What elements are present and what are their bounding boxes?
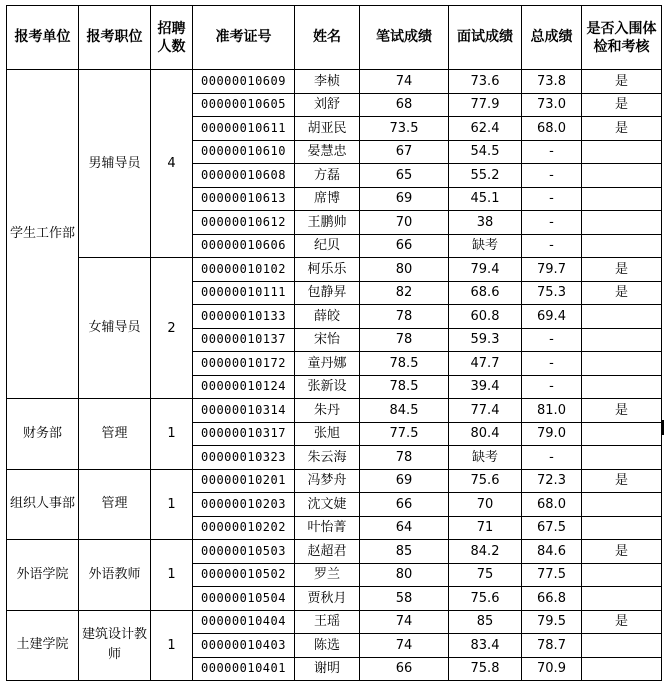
header-name: 姓名 — [295, 6, 360, 70]
cell-unit: 学生工作部 — [7, 70, 79, 399]
cell-position: 外语教师 — [79, 540, 151, 611]
cell-exam-id: 00000010611 — [193, 117, 295, 141]
cell-interview: 80.4 — [449, 422, 522, 446]
cell-recruit: 4 — [151, 70, 193, 258]
header-recruit: 招聘人数 — [151, 6, 193, 70]
cell-interview: 45.1 — [449, 187, 522, 211]
cell-name: 谢明 — [295, 657, 360, 681]
cell-exam-id: 00000010314 — [193, 399, 295, 423]
cell-exam-id: 00000010404 — [193, 610, 295, 634]
cell-total: 75.3 — [522, 281, 582, 305]
cell-interview: 59.3 — [449, 328, 522, 352]
cell-position: 管理 — [79, 469, 151, 540]
cell-exam-id: 00000010401 — [193, 657, 295, 681]
cell-qualified — [582, 634, 662, 658]
cell-qualified — [582, 563, 662, 587]
cell-total: 68.0 — [522, 493, 582, 517]
table-row — [7, 258, 662, 282]
cell-written: 74 — [360, 70, 449, 94]
cell-written: 78.5 — [360, 352, 449, 376]
table-row — [7, 399, 662, 423]
cell-name: 宋怡 — [295, 328, 360, 352]
header-qualified: 是否入围体检和考核 — [582, 6, 662, 70]
cell-exam-id: 00000010137 — [193, 328, 295, 352]
cell-written: 74 — [360, 610, 449, 634]
table-row — [7, 70, 662, 94]
cell-total: 68.0 — [522, 117, 582, 141]
cell-interview: 60.8 — [449, 305, 522, 329]
cell-qualified: 是 — [582, 281, 662, 305]
cell-name: 冯梦舟 — [295, 469, 360, 493]
cell-interview: 38 — [449, 211, 522, 235]
cell-total: 77.5 — [522, 563, 582, 587]
cell-name: 童丹娜 — [295, 352, 360, 376]
cell-unit: 财务部 — [7, 399, 79, 470]
cell-written: 68 — [360, 93, 449, 117]
table-row — [7, 610, 662, 634]
cell-interview: 47.7 — [449, 352, 522, 376]
cell-interview: 83.4 — [449, 634, 522, 658]
cell-position: 男辅导员 — [79, 70, 151, 258]
cell-written: 78 — [360, 446, 449, 470]
cell-total: - — [522, 375, 582, 399]
cell-name: 薛皎 — [295, 305, 360, 329]
cell-exam-id: 00000010608 — [193, 164, 295, 188]
cell-name: 包静昇 — [295, 281, 360, 305]
cell-unit: 土建学院 — [7, 610, 79, 681]
cell-name: 胡亚民 — [295, 117, 360, 141]
cell-recruit: 1 — [151, 540, 193, 611]
table-row — [7, 540, 662, 564]
header-total: 总成绩 — [522, 6, 582, 70]
cell-interview: 70 — [449, 493, 522, 517]
cell-total: 79.5 — [522, 610, 582, 634]
cell-written: 84.5 — [360, 399, 449, 423]
cell-total: 70.9 — [522, 657, 582, 681]
cell-interview: 68.6 — [449, 281, 522, 305]
cell-qualified — [582, 305, 662, 329]
cell-written: 67 — [360, 140, 449, 164]
table-row — [7, 469, 662, 493]
cell-qualified: 是 — [582, 399, 662, 423]
header-exam-id: 准考证号 — [193, 6, 295, 70]
cell-exam-id: 00000010403 — [193, 634, 295, 658]
cell-written: 64 — [360, 516, 449, 540]
cell-position: 女辅导员 — [79, 258, 151, 399]
results-table — [6, 5, 662, 681]
cell-recruit: 1 — [151, 469, 193, 540]
cell-interview: 77.4 — [449, 399, 522, 423]
cell-written: 78 — [360, 328, 449, 352]
cell-interview: 55.2 — [449, 164, 522, 188]
cell-written: 82 — [360, 281, 449, 305]
cell-exam-id: 00000010609 — [193, 70, 295, 94]
cell-exam-id: 00000010605 — [193, 93, 295, 117]
cell-interview: 84.2 — [449, 540, 522, 564]
cell-name: 方磊 — [295, 164, 360, 188]
cell-exam-id: 00000010323 — [193, 446, 295, 470]
cell-exam-id: 00000010612 — [193, 211, 295, 235]
cell-interview: 62.4 — [449, 117, 522, 141]
cell-exam-id: 00000010504 — [193, 587, 295, 611]
cell-unit: 外语学院 — [7, 540, 79, 611]
cell-total: - — [522, 328, 582, 352]
cell-qualified — [582, 446, 662, 470]
cell-qualified — [582, 164, 662, 188]
header-position: 报考职位 — [79, 6, 151, 70]
table-body — [7, 70, 662, 681]
cell-name: 刘舒 — [295, 93, 360, 117]
cell-name: 王瑶 — [295, 610, 360, 634]
cell-interview: 75.6 — [449, 469, 522, 493]
cell-name: 叶怡菁 — [295, 516, 360, 540]
cell-position: 建筑设计教师 — [79, 610, 151, 681]
cell-written: 80 — [360, 563, 449, 587]
cell-interview: 79.4 — [449, 258, 522, 282]
cell-interview: 54.5 — [449, 140, 522, 164]
cell-written: 74 — [360, 634, 449, 658]
cell-interview: 73.6 — [449, 70, 522, 94]
cell-qualified: 是 — [582, 540, 662, 564]
cell-name: 柯乐乐 — [295, 258, 360, 282]
cell-name: 晏慧忠 — [295, 140, 360, 164]
cell-interview: 85 — [449, 610, 522, 634]
cell-qualified — [582, 422, 662, 446]
cell-written: 69 — [360, 187, 449, 211]
edge-mark — [661, 420, 664, 435]
cell-total: - — [522, 234, 582, 258]
cell-qualified — [582, 657, 662, 681]
cell-interview: 75 — [449, 563, 522, 587]
cell-total: 79.0 — [522, 422, 582, 446]
cell-written: 65 — [360, 164, 449, 188]
header-written: 笔试成绩 — [360, 6, 449, 70]
cell-total: - — [522, 211, 582, 235]
cell-qualified — [582, 493, 662, 517]
cell-qualified: 是 — [582, 93, 662, 117]
cell-total: - — [522, 164, 582, 188]
cell-name: 张新设 — [295, 375, 360, 399]
cell-unit: 组织人事部 — [7, 469, 79, 540]
cell-interview: 75.6 — [449, 587, 522, 611]
cell-exam-id: 00000010124 — [193, 375, 295, 399]
cell-total: 79.7 — [522, 258, 582, 282]
cell-qualified — [582, 516, 662, 540]
cell-total: 67.5 — [522, 516, 582, 540]
cell-total: - — [522, 187, 582, 211]
cell-qualified: 是 — [582, 258, 662, 282]
cell-total: 84.6 — [522, 540, 582, 564]
cell-recruit: 2 — [151, 258, 193, 399]
cell-written: 78.5 — [360, 375, 449, 399]
cell-exam-id: 00000010111 — [193, 281, 295, 305]
cell-exam-id: 00000010613 — [193, 187, 295, 211]
cell-total: - — [522, 140, 582, 164]
cell-written: 70 — [360, 211, 449, 235]
header-row — [7, 6, 662, 70]
cell-interview: 75.8 — [449, 657, 522, 681]
cell-total: 81.0 — [522, 399, 582, 423]
cell-written: 78 — [360, 305, 449, 329]
cell-written: 58 — [360, 587, 449, 611]
cell-total: 66.8 — [522, 587, 582, 611]
header-interview: 面试成绩 — [449, 6, 522, 70]
cell-exam-id: 00000010203 — [193, 493, 295, 517]
cell-exam-id: 00000010172 — [193, 352, 295, 376]
cell-exam-id: 00000010503 — [193, 540, 295, 564]
cell-qualified: 是 — [582, 117, 662, 141]
cell-qualified — [582, 234, 662, 258]
cell-name: 罗兰 — [295, 563, 360, 587]
cell-total: - — [522, 446, 582, 470]
cell-written: 85 — [360, 540, 449, 564]
cell-written: 77.5 — [360, 422, 449, 446]
cell-interview: 缺考 — [449, 446, 522, 470]
cell-exam-id: 00000010502 — [193, 563, 295, 587]
cell-name: 沈文婕 — [295, 493, 360, 517]
cell-name: 朱丹 — [295, 399, 360, 423]
cell-total: 73.0 — [522, 93, 582, 117]
cell-interview: 77.9 — [449, 93, 522, 117]
cell-total: 69.4 — [522, 305, 582, 329]
cell-total: - — [522, 352, 582, 376]
cell-qualified — [582, 587, 662, 611]
cell-name: 李桢 — [295, 70, 360, 94]
cell-interview: 39.4 — [449, 375, 522, 399]
cell-written: 66 — [360, 234, 449, 258]
cell-written: 66 — [360, 493, 449, 517]
cell-recruit: 1 — [151, 399, 193, 470]
cell-exam-id: 00000010102 — [193, 258, 295, 282]
cell-written: 73.5 — [360, 117, 449, 141]
cell-recruit: 1 — [151, 610, 193, 681]
cell-qualified — [582, 187, 662, 211]
cell-exam-id: 00000010610 — [193, 140, 295, 164]
cell-written: 69 — [360, 469, 449, 493]
cell-qualified — [582, 211, 662, 235]
cell-qualified: 是 — [582, 610, 662, 634]
cell-qualified: 是 — [582, 469, 662, 493]
cell-exam-id: 00000010201 — [193, 469, 295, 493]
cell-total: 72.3 — [522, 469, 582, 493]
cell-name: 席博 — [295, 187, 360, 211]
cell-qualified — [582, 352, 662, 376]
cell-name: 赵超君 — [295, 540, 360, 564]
cell-name: 王鹏帅 — [295, 211, 360, 235]
cell-qualified — [582, 375, 662, 399]
cell-interview: 71 — [449, 516, 522, 540]
cell-qualified: 是 — [582, 70, 662, 94]
cell-name: 朱云海 — [295, 446, 360, 470]
cell-exam-id: 00000010317 — [193, 422, 295, 446]
cell-exam-id: 00000010202 — [193, 516, 295, 540]
cell-name: 张旭 — [295, 422, 360, 446]
cell-name: 纪贝 — [295, 234, 360, 258]
cell-interview: 缺考 — [449, 234, 522, 258]
cell-name: 贾秋月 — [295, 587, 360, 611]
cell-total: 78.7 — [522, 634, 582, 658]
cell-name: 陈选 — [295, 634, 360, 658]
cell-exam-id: 00000010606 — [193, 234, 295, 258]
cell-total: 73.8 — [522, 70, 582, 94]
cell-written: 80 — [360, 258, 449, 282]
cell-written: 66 — [360, 657, 449, 681]
cell-position: 管理 — [79, 399, 151, 470]
cell-exam-id: 00000010133 — [193, 305, 295, 329]
cell-qualified — [582, 328, 662, 352]
cell-qualified — [582, 140, 662, 164]
header-unit: 报考单位 — [7, 6, 79, 70]
